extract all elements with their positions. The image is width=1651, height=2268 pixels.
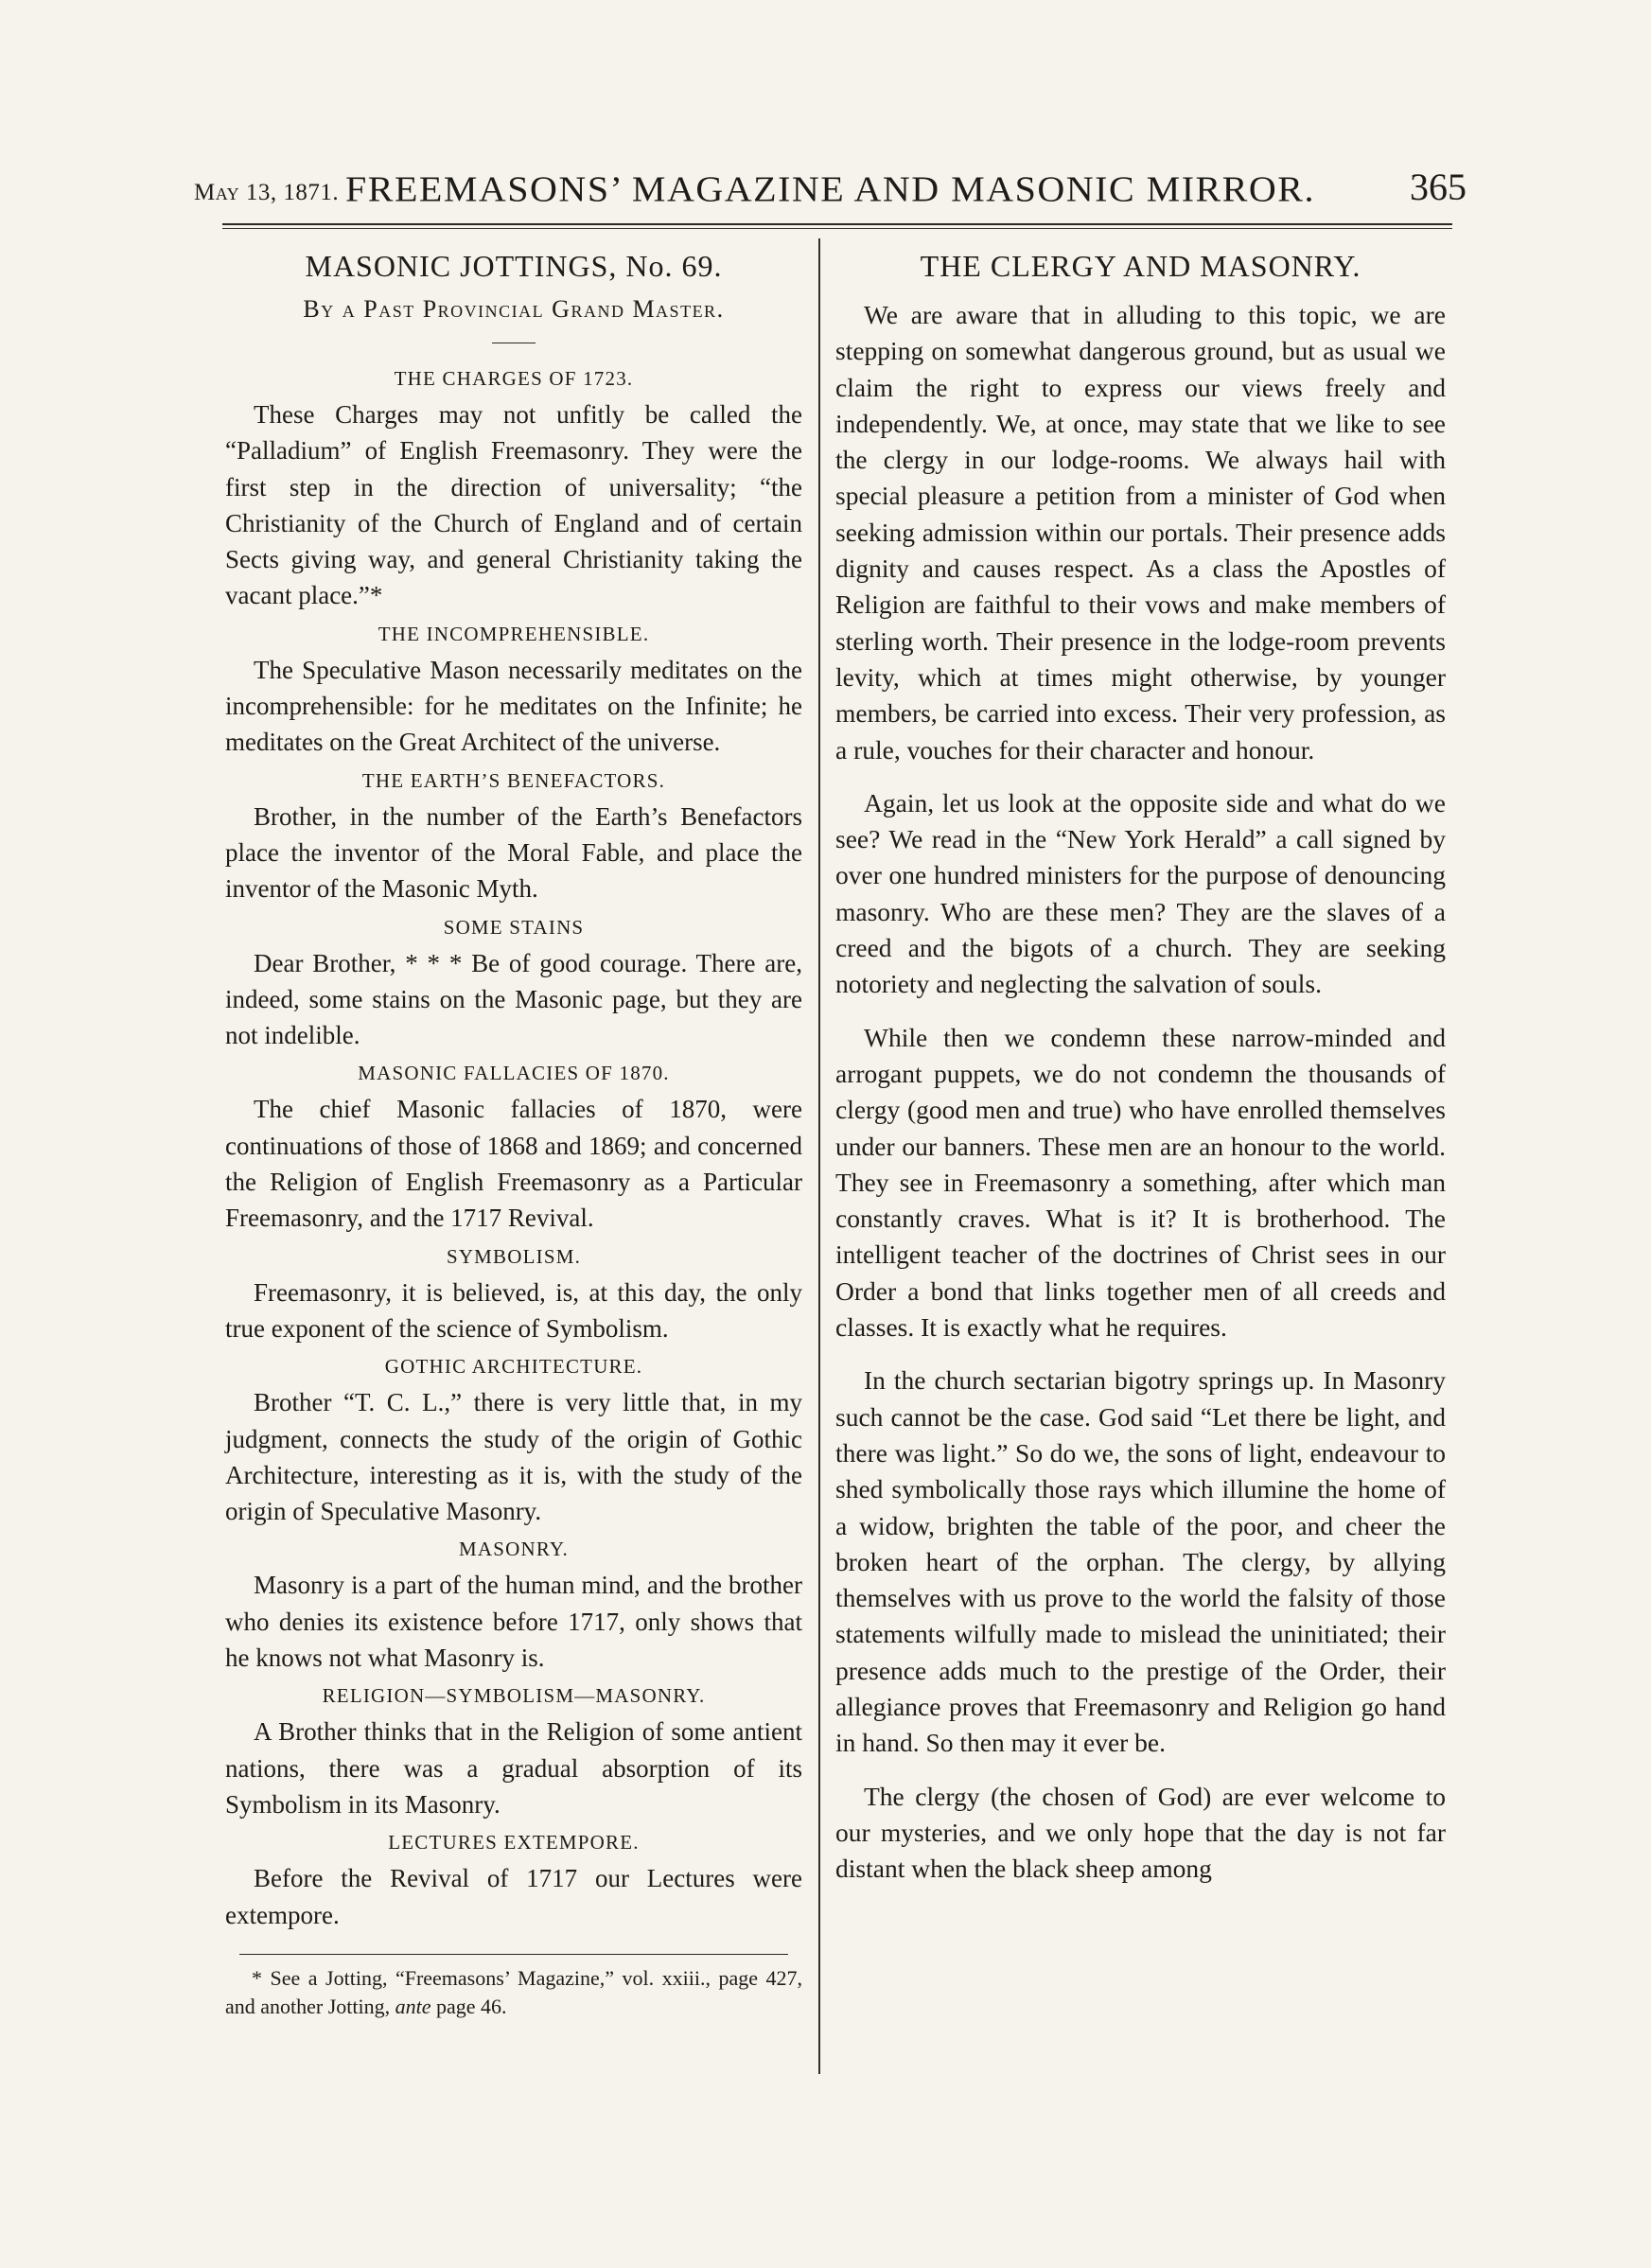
article-byline: By a Past Provincial Grand Master. xyxy=(303,295,725,323)
article-title-clergy: THE CLERGY AND MASONRY. xyxy=(920,249,1361,283)
section-text: Dear Brother, * * * Be of good courage. There are, indeed, some stains on the Masonic page, but they are not indelible. xyxy=(225,948,802,1050)
section-text: The chief Masonic fallacies of 1870, were continuations of those of 1868 and 1869; and concerned the Religion of English Freemasonry as a Particular Freemasonry, and the 1717 Revival. xyxy=(225,1095,802,1233)
section-heading: MASONRY. xyxy=(458,1538,569,1561)
section-text: Brother, in the number of the Earth’s Benefactors place the inventor of the Moral Fable, and place the inventor of the Masonic Myth. xyxy=(225,801,802,904)
header-rule-thin xyxy=(222,228,1452,229)
section-heading: RELIGION—SYMBOLISM—MASONRY. xyxy=(322,1684,706,1708)
section-heading: THE INCOMPREHENSIBLE. xyxy=(378,622,650,645)
article-paragraph: We are aware that in alluding to this topic, we are stepping on somewhat dangerous ground, but as usual we claim the right to express our views freely and independently. We, at once, may state that we like to see the clergy in our lodge-rooms. We always hail with special pleasure a petition from a minister of God when seeking admission within our portals. Their presence adds dignity and causes respect. As a class the Apostles of Religion are faithful to their vows and make members of sterling worth. Their presence in the lodge-room prevents levity, which at times might otherwise, by younger members, be carried into excess. Their very profession, as a rule, vouches for their character and honour. xyxy=(835,300,1446,765)
section-text: The Speculative Mason necessarily meditates on the incomprehensible: for he meditates on the Infinite; he meditates on the Great Architect of the universe. xyxy=(225,655,802,757)
footnote-text: * See a Jotting, “Freemasons’ Magazine,” vol. xxiii., page 427, and another Jotting, xyxy=(225,1965,802,2018)
article-title-jottings: MASONIC JOTTINGS, No. 69. xyxy=(305,249,723,283)
section-heading: MASONIC FALLACIES OF 1870. xyxy=(358,1062,670,1085)
section-heading: LECTURES EXTEMPORE. xyxy=(388,1831,640,1855)
section-text: Before the Revival of 1717 our Lectures were extempore. xyxy=(225,1864,802,1929)
page-number: 365 xyxy=(1410,166,1467,208)
issue-date: May 13, 1871. xyxy=(194,180,340,205)
section-heading: GOTHIC ARCHITECTURE. xyxy=(384,1355,643,1379)
footnote-rule xyxy=(239,1954,788,1955)
section-heading: SOME STAINS xyxy=(443,915,585,939)
article-paragraph: Again, let us look at the opposite side and what do we see? We read in the “New York Herald” a call signed by over one hundred ministers for the purpose of denouncing masonry. Who are these men? They are the slaves of a creed and the bigots of a church. They are seeking notoriety and neglecting the salvation of souls. xyxy=(835,787,1446,999)
section-heading: THE CHARGES OF 1723. xyxy=(394,367,634,390)
section-text: Brother “T. C. L.,” there is very little that, in my judgment, connects the study of the origin of Gothic Architecture, interesting as it is, with the study of the origin of Speculative Masonry. xyxy=(225,1388,802,1526)
article-paragraph: In the church sectarian bigotry springs up. In Masonry such cannot be the case. God said “Let there be light, and there was light.” So do we, the sons of light, endeavour to shed symbolically those rays which illumine the home of a widow, brighten the table of the poor, and cheer the broken heart of the orphan. The clergy, by allying themselves with us prove to the world the falsity of those statements wilfully made to mislead the uninitiated; their presence adds much to the prestige of the Order, their allegiance proves that Freemasonry and Religion go hand in hand. So then may it ever be. xyxy=(835,1365,1446,1758)
article-paragraph: The clergy (the chosen of God) are ever welcome to our mysteries, and we only hope that the day is not far distant when the black sheep among xyxy=(835,1781,1446,1884)
left-column xyxy=(225,248,802,2021)
footnote-text-end: page 46. xyxy=(436,1994,507,2018)
column-divider xyxy=(818,238,820,2074)
magazine-title: FREEMASONS’ MAGAZINE AND MASONIC MIRROR. xyxy=(345,168,1315,209)
footnote-italic: ante xyxy=(395,1994,431,2018)
section-heading: THE EARTH’S BENEFACTORS. xyxy=(361,768,666,792)
section-text: These Charges may not unfitly be called the “Palladium” of English Freemasonry. They were the first step in the direction of universality; “the Christianity of the Church of England and of certain Sects giving way, and general Christianity taking the vacant place.”* xyxy=(225,400,802,610)
page-header xyxy=(194,167,1467,214)
footnote xyxy=(225,1964,802,2021)
right-column xyxy=(835,248,1446,1904)
section-text: A Brother thinks that in the Religion of some antient nations, there was a gradual absorption of its Symbolism in its Masonry. xyxy=(225,1717,802,1819)
section-text: Masonry is a part of the human mind, and the brother who denies its existence before 1717, only shows that he knows not what Masonry is. xyxy=(225,1571,802,1673)
section-heading: SYMBOLISM. xyxy=(446,1244,582,1268)
article-paragraph: While then we condemn these narrow-minded and arrogant puppets, we do not condemn the thousands of clergy (good men and true) who have enrolled themselves under our banners. These men are an honour to the world. They see in Freemasonry a something, after which man constantly craves. What is it? It is brotherhood. The intelligent teacher of the doctrines of Christ sees in our Order a bond that links together men of all creeds and classes. It is exactly what he requires. xyxy=(835,1022,1446,1343)
section-text: Freemasonry, it is believed, is, at this day, the only true exponent of the science of Symbolism. xyxy=(225,1277,802,1343)
header-rule xyxy=(222,223,1452,225)
